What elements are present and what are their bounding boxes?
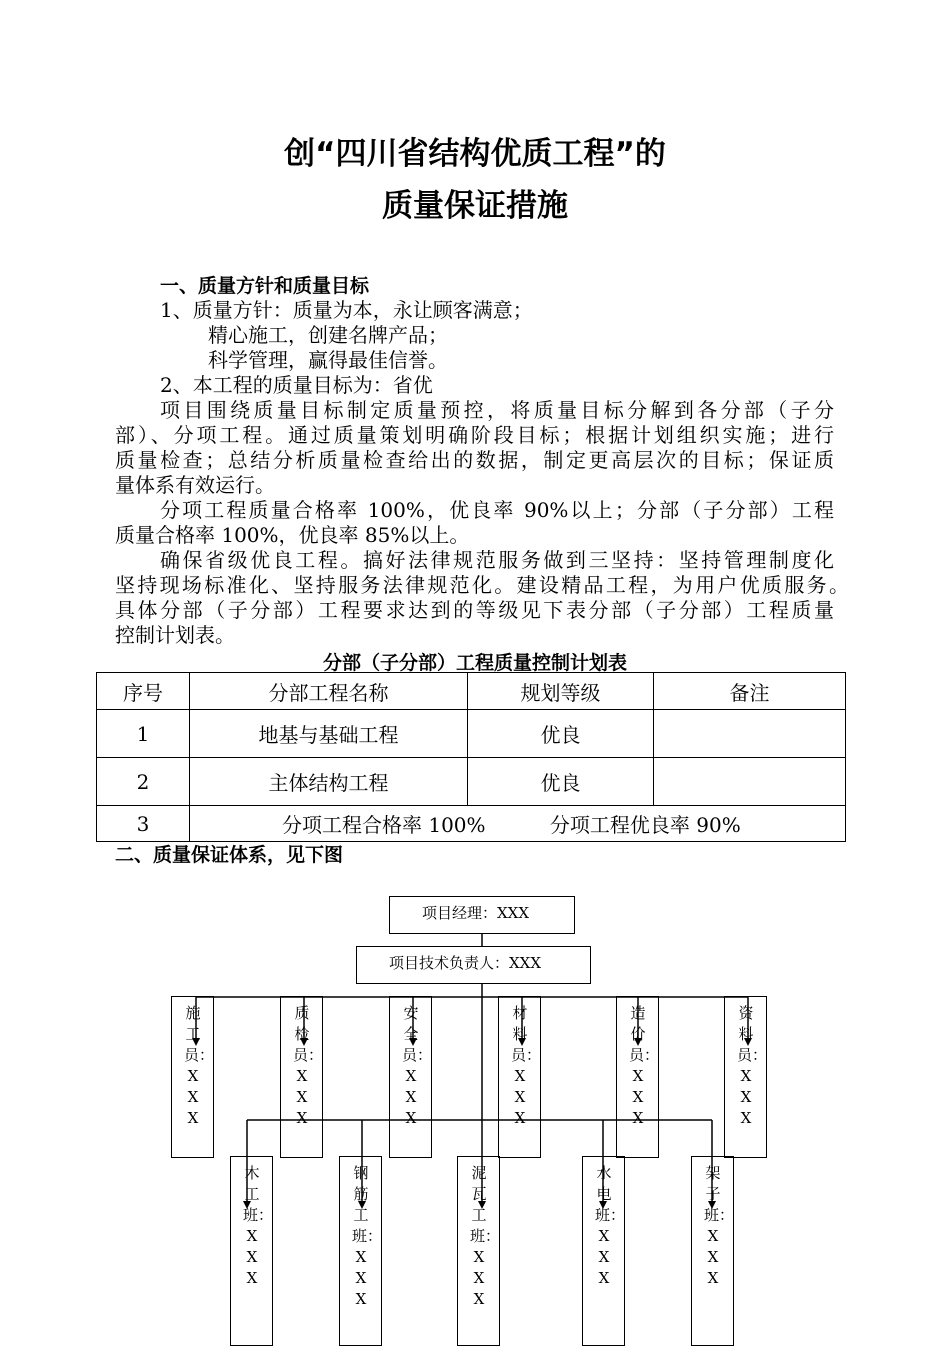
table-cell: 1: [97, 710, 190, 758]
staff-label-construction: 施工员：XXX: [184, 1004, 215, 1127]
project-manager-label: 项目经理：XXX: [422, 904, 530, 922]
page-title-line-2: 质量保证措施: [382, 188, 568, 224]
quality-policy: 1、质量方针：质量为本，永让顾客满意；: [160, 298, 533, 322]
qualified-rate-text: 分项工程合格率 100%: [282, 813, 486, 837]
table-cell: 地基与基础工程: [190, 710, 468, 758]
staff-label-materials: 材料员：XXX: [511, 1004, 542, 1127]
section-2-heading: 二、质量保证体系，见下图: [115, 844, 344, 866]
table-cell: 主体结构工程: [190, 758, 468, 806]
paragraph-1-line-4: 量体系有效运行。: [115, 473, 275, 497]
team-label-masonry: 泥瓦工班：XXX: [470, 1164, 501, 1308]
table-cell: 3: [97, 806, 190, 842]
team-label-rebar: 钢筋工班：XXX: [352, 1164, 383, 1308]
table-cell: 优良: [468, 710, 654, 758]
staff-label-cost: 造价员：XXX: [629, 1004, 660, 1127]
table-cell: 优良: [468, 758, 654, 806]
paragraph-1-line-1: 项目围绕质量目标制定质量预控，将质量目标分解到各分部（子分: [160, 398, 834, 422]
staff-label-documents: 资料员：XXX: [737, 1004, 768, 1127]
paragraph-1-line-2: 部）、分项工程。通过质量策划明确阶段目标；根据计划组织实施；进行: [115, 423, 834, 447]
header-cell: 序号: [97, 673, 190, 710]
paragraph-2-line-1: 分项工程质量合格率 100%，优良率 90%以上；分部（子分部）工程: [160, 498, 834, 522]
paragraph-3-line-4: 控制计划表。: [115, 623, 235, 647]
paragraph-3-line-3: 具体分部（子分部）工程要求达到的等级见下表分部（子分部）工程质量: [115, 598, 834, 622]
excellent-rate-text: 分项工程优良率 90%: [549, 813, 741, 837]
staff-label-quality-inspection: 质检员：XXX: [293, 1004, 324, 1127]
team-label-scaffolding: 架子班：XXX: [704, 1164, 735, 1287]
paragraph-3-line-2: 坚持现场标准化、坚持服务法律规范化。建设精品工程，为用户优质服务。: [115, 573, 849, 597]
quality-policy-3: 科学管理，赢得最佳信誉。: [208, 348, 448, 372]
paragraph-2-line-2: 质量合格率 100%，优良率 85%以上。: [115, 523, 470, 547]
quality-goal: 2、本工程的质量目标为：省优: [160, 373, 433, 397]
header-cell: 分部工程名称: [190, 673, 468, 710]
table-cell: 2: [97, 758, 190, 806]
technical-lead-label: 项目技术负责人：XXX: [389, 954, 542, 972]
header-cell: 备注: [654, 673, 846, 710]
team-label-plumbing-electrical: 水电班：XXX: [595, 1164, 626, 1287]
staff-label-safety: 安全员：XXX: [402, 1004, 433, 1127]
quality-policy-2: 精心施工，创建名牌产品；: [208, 323, 448, 347]
header-cell: 规划等级: [468, 673, 654, 710]
team-label-carpentry: 木工班：XXX: [243, 1164, 274, 1287]
page-title-line-1: 创“四川省结构优质工程”的: [284, 136, 666, 172]
paragraph-1-line-3: 质量检查；总结分析质量检查给出的数据，制定更高层次的目标；保证质: [115, 448, 834, 472]
section-1-heading: 一、质量方针和质量目标: [160, 275, 370, 297]
table-caption: 分部（子分部）工程质量控制计划表: [322, 652, 627, 674]
paragraph-3-line-1: 确保省级优良工程。搞好法律规范服务做到三坚持：坚持管理制度化: [160, 548, 834, 572]
